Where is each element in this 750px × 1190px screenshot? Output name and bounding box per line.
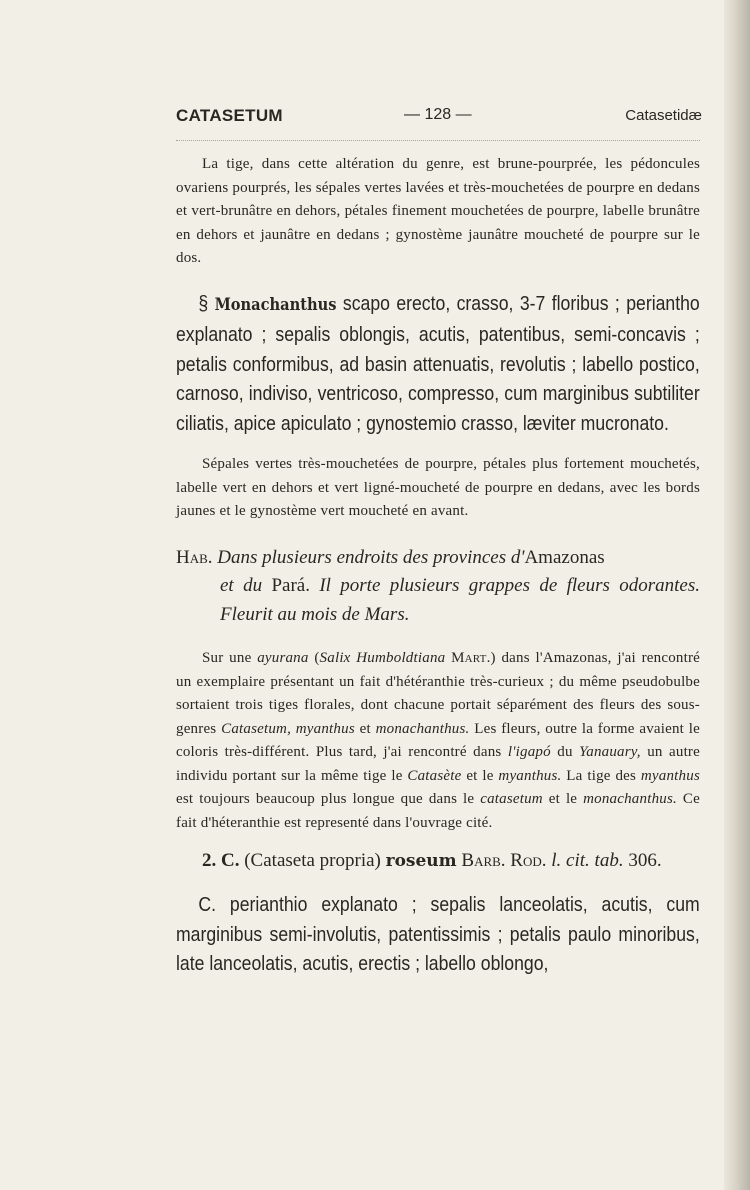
habitat-text-3: et du (220, 575, 263, 596)
paragraph-stem-description: La tige, dans cette altération du genre, est brune-pourprée, les pédoncules ovariens pourprés, les sépales vertes lavées et très-mouchetées de pourpre en dedans et vert-brunâtre en dehors, pétales finement mouchetées de pourpre, labelle brunâtre en dehors et jaunâtre en dedans ; gynostème jaunâtre moucheté de pourpre sur le dos. (176, 156, 700, 266)
text-run: et (359, 720, 371, 737)
text-run: un autre individu portant sur la même tige le (176, 744, 700, 784)
habitat-text-1: Dans plusieurs endroits des provinces d' (217, 546, 525, 568)
subgenus-name: Monachanthus (214, 294, 337, 315)
species-author: Barb. Rod. (461, 850, 547, 871)
text-run: La tige des (566, 767, 637, 784)
species-heading (176, 846, 700, 876)
text-run: et le (548, 791, 578, 807)
text-run: est toujours beaucoup plus longue que dans le (176, 791, 475, 807)
species-name: roseum (385, 851, 457, 871)
text-run: Sur une (202, 650, 252, 666)
page-number: — 128 — (404, 106, 472, 123)
header-title: CATASETUM (176, 106, 283, 125)
species-number: 2. (202, 850, 217, 871)
header-ornament-rule (176, 132, 700, 141)
text-run: du (557, 744, 573, 760)
text-run-italic: myanthus. (498, 767, 562, 784)
author-abbrev: Mart. (451, 650, 491, 666)
habitat-continuation (176, 572, 700, 629)
text-run-italic: Catasetum, myanthus (221, 720, 355, 737)
habitat-text-5: Il porte plusieurs grappes de fleurs odorantes. Fleurit au mois de Mars. (220, 575, 701, 625)
page-gutter-shadow (724, 0, 750, 1190)
species-reference: l. cit. tab. (551, 850, 624, 871)
text-run-italic: Catasète (407, 767, 462, 784)
book-page (176, 106, 700, 979)
habitat-province: Amazonas (524, 546, 605, 568)
text-run: Ce fait d'héteranthie est representé dans l'ouvrage cité. (176, 791, 700, 831)
habitat-paragraph (176, 544, 700, 630)
text-run-italic: catasetum (480, 791, 543, 807)
text-run-italic: monachanthus. (375, 720, 470, 737)
text-run-italic: Salix Humboldtiana (319, 650, 446, 666)
section-mark: § (198, 291, 209, 315)
header-family: Catasetidæ (625, 107, 702, 124)
paragraph-color-description: Sépales vertes très-mouchetées de pourpre, pétales plus fortement mouchetés, labelle vert en dehors et vert ligné-moucheté de pourpre en dedans, avec les bords jaunes et le gynostème vert moucheté en avant. (176, 456, 700, 519)
text-run: Les fleurs, outre la forme avaient le coloris très-différent. Plus tard, j'ai rencontré dans (176, 720, 701, 760)
text-run: ( (314, 650, 320, 666)
habitat-para: Pará. (271, 575, 310, 596)
text-run: et le (466, 767, 494, 784)
text-run-italic: Yanauary, (579, 744, 641, 760)
running-header (176, 106, 700, 130)
section-name: (Catasetа propria) (244, 850, 381, 871)
latin-diagnosis: scapo erecto, crasso, 3-7 floribus ; periantho explanato ; sepalis oblongis, acutis, patentibus, semi-concavis ; petalis conformibus, ad basin attenuatis, revolutis ; labello postico, carnoso, indiviso, ventricoso, compresso, cum marginibus subtiliter ciliatis, apice apiculato ; gynostemio crasso, læviter mucronato. (176, 291, 700, 435)
text-run-italic: myanthus (640, 767, 700, 784)
text-run-italic: monachanthus. (583, 791, 677, 807)
habitat-label: Hab. (176, 546, 213, 568)
genus-abbrev: C. (221, 850, 240, 871)
paragraph-heteranthy (176, 647, 700, 835)
paragraph-monachanthus-latin (176, 289, 700, 439)
text-run-italic: l'igapó (507, 744, 551, 760)
text-run-italic: ayurana (257, 650, 309, 666)
species-plate: 306. (628, 850, 662, 871)
text-run: ) dans l'Amazonas, j'ai rencontré un exemplaire présentant un fait d'hétéranthie très-curieux ; du même pseudobulbe sortaient trois tiges florales, dont chacune portait séparément des fleurs des sous-genres (176, 650, 701, 737)
paragraph-roseum-latin: C. perianthio explanato ; sepalis lanceolatis, acutis, cum marginibus semi-involutis, patentissimis ; petalis paulo minoribus, late lanceolatis, acutis, erectis ; labello oblongo, (176, 893, 700, 975)
